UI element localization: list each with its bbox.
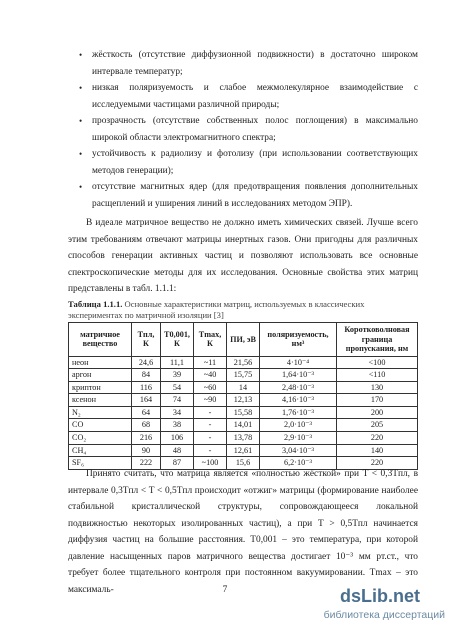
table-cell: 34 bbox=[161, 406, 194, 419]
table-cell: 4·10⁻⁴ bbox=[260, 356, 337, 369]
table-cell: 64 bbox=[132, 406, 161, 419]
logo-main: Lib bbox=[361, 586, 389, 606]
table-cell: 205 bbox=[337, 419, 418, 432]
table-cell: ~60 bbox=[194, 381, 227, 394]
table-cell: N₂ bbox=[69, 406, 132, 419]
body-paragraph: Принято считать, что матрица является «полностью жёсткой» при T < 0,3Tпл, в интервале 0,3Tпл < T < 0,5Tпл происходит «отжиг» матрицы (формирование наиболее стабильной кристаллической структуры, сопровождающееся локальной подвижностью некоторых изолированных частиц), а при T > 0,5Tпл начинается диффузия частиц на большие расстояния. T0,001 – это температура, при которой давление насыщенных паров матричного вещества достигает 10⁻³ мм рт.ст., что требует более тщательного контроля при постоянном вакуумировании. Tmax – это максималь- bbox=[68, 469, 418, 595]
table-cell: 14,01 bbox=[227, 419, 260, 432]
table-cell: 13,78 bbox=[227, 432, 260, 445]
table-row bbox=[69, 432, 418, 445]
dslib-logo bbox=[340, 586, 420, 607]
table-cell: 68 bbox=[132, 419, 161, 432]
logo-prefix: ds bbox=[340, 586, 362, 606]
intro-paragraph: В идеале матричное вещество не должно иметь химических связей. Лучше всего этим требованиям отвечают матрицы инертных газов. Они пригодны для различных способов генерации активных частиц и позволяют использовать все основные спектроскопические методы для их исследования. Основные свойства этих матриц представлены в табл. 1.1.1: bbox=[68, 218, 418, 294]
table-cell: 15,6 bbox=[227, 457, 260, 470]
column-header: поляризуемость, нм³ bbox=[260, 323, 337, 357]
table-cell: 6,2·10⁻³ bbox=[260, 457, 337, 470]
table-caption-text: Основные характеристики матриц, используемых в классических экспериментах по матричной изоляции [3] bbox=[68, 299, 365, 320]
table-cell: 15,58 bbox=[227, 406, 260, 419]
table-cell: 38 bbox=[161, 419, 194, 432]
column-header: Tmax, К bbox=[194, 323, 227, 357]
table-cell: ~11 bbox=[194, 356, 227, 369]
table-cell: CO₂ bbox=[69, 432, 132, 445]
list-item-text: отсутствие магнитных ядер (для предотвращения появления дополнительных расщеплений и уширения линий в исследованиях методом ЭПР). bbox=[92, 182, 418, 209]
table-row bbox=[69, 394, 418, 407]
requirements-list bbox=[79, 47, 418, 212]
table-cell: 222 bbox=[132, 457, 161, 470]
table-cell: 1,64·10⁻³ bbox=[260, 369, 337, 382]
list-item bbox=[79, 179, 418, 212]
table-cell: - bbox=[194, 432, 227, 445]
table-cell: 15,75 bbox=[227, 369, 260, 382]
column-header: T0,001, К bbox=[161, 323, 194, 357]
table-caption bbox=[68, 299, 418, 321]
table-cell: - bbox=[194, 444, 227, 457]
table-row bbox=[69, 369, 418, 382]
table-cell: 12,13 bbox=[227, 394, 260, 407]
table-cell: аргон bbox=[69, 369, 132, 382]
list-item bbox=[79, 113, 418, 146]
table-cell: 24,6 bbox=[132, 356, 161, 369]
table-cell: 2,0·10⁻³ bbox=[260, 419, 337, 432]
table-cell: 11,1 bbox=[161, 356, 194, 369]
table-cell: <110 bbox=[337, 369, 418, 382]
table-cell: CH₄ bbox=[69, 444, 132, 457]
table-cell: 164 bbox=[132, 394, 161, 407]
list-item-text: прозрачность (отсутствие собственных полос поглощения) в максимально широкой области электромагнитного спектра; bbox=[92, 116, 418, 143]
table-cell: 216 bbox=[132, 432, 161, 445]
logo-suffix: .net bbox=[388, 586, 421, 606]
watermark-subtitle: библиотека диссертаций bbox=[323, 609, 445, 621]
table-cell: 170 bbox=[337, 394, 418, 407]
list-item-text: низкая поляризуемость и слабое межмолекулярное взаимодействие с исследуемыми частицами различной природы; bbox=[92, 83, 418, 110]
table-cell: 220 bbox=[337, 457, 418, 470]
table-cell: 2,48·10⁻³ bbox=[260, 381, 337, 394]
table-row bbox=[69, 381, 418, 394]
table-cell: неон bbox=[69, 356, 132, 369]
table-cell: 3,04·10⁻³ bbox=[260, 444, 337, 457]
table-cell: ~100 bbox=[194, 457, 227, 470]
table-row bbox=[69, 419, 418, 432]
column-header: ПИ, эВ bbox=[227, 323, 260, 357]
table-cell: ~40 bbox=[194, 369, 227, 382]
table-cell: 48 bbox=[161, 444, 194, 457]
table-cell: - bbox=[194, 419, 227, 432]
list-item bbox=[79, 80, 418, 113]
list-item-text: жёсткость (отсутствие диффузионной подвижности) в достаточно широком интервале температур; bbox=[92, 50, 418, 77]
list-item-text: устойчивость к радиолизу и фотолизу (при использовании соответствующих методов генерации); bbox=[92, 149, 418, 176]
bullet-icon: • bbox=[79, 149, 83, 159]
table-cell: 2,9·10⁻³ bbox=[260, 432, 337, 445]
table-row bbox=[69, 444, 418, 457]
table-cell: ксенон bbox=[69, 394, 132, 407]
matrix-properties-table bbox=[68, 322, 418, 470]
table-cell: 87 bbox=[161, 457, 194, 470]
table-cell: CO bbox=[69, 419, 132, 432]
list-item bbox=[79, 146, 418, 179]
table-cell: SF₆ bbox=[69, 457, 132, 470]
table-cell: 74 bbox=[161, 394, 194, 407]
column-header: Tпл, К bbox=[132, 323, 161, 357]
table-cell: 106 bbox=[161, 432, 194, 445]
table-cell: 140 bbox=[337, 444, 418, 457]
table-cell: 90 bbox=[132, 444, 161, 457]
page-number: 7 bbox=[222, 585, 228, 595]
list-item bbox=[79, 47, 418, 80]
column-header: матричное вещество bbox=[69, 323, 132, 357]
table-cell: 4,16·10⁻³ bbox=[260, 394, 337, 407]
bullet-icon: • bbox=[79, 116, 83, 126]
table-cell: 14 bbox=[227, 381, 260, 394]
table-cell: 39 bbox=[161, 369, 194, 382]
table-cell: ~90 bbox=[194, 394, 227, 407]
table-row bbox=[69, 406, 418, 419]
table-cell: <100 bbox=[337, 356, 418, 369]
table-cell: 1,76·10⁻³ bbox=[260, 406, 337, 419]
table-cell: 200 bbox=[337, 406, 418, 419]
table-cell: 116 bbox=[132, 381, 161, 394]
table-cell: 54 bbox=[161, 381, 194, 394]
column-header: Коротковолновая граница пропускания, нм bbox=[337, 323, 418, 357]
table-cell: 84 bbox=[132, 369, 161, 382]
table-caption-label: Таблица 1.1.1. bbox=[68, 299, 123, 309]
table-row bbox=[69, 356, 418, 369]
table-cell: - bbox=[194, 406, 227, 419]
bullet-icon: • bbox=[79, 182, 83, 192]
table-cell: 12,61 bbox=[227, 444, 260, 457]
table-cell: 130 bbox=[337, 381, 418, 394]
table-cell: 21,56 bbox=[227, 356, 260, 369]
bullet-icon: • bbox=[79, 83, 83, 93]
table-cell: криптон bbox=[69, 381, 132, 394]
table-cell: 220 bbox=[337, 432, 418, 445]
table-header-row bbox=[69, 323, 418, 357]
bullet-icon: • bbox=[79, 50, 83, 60]
